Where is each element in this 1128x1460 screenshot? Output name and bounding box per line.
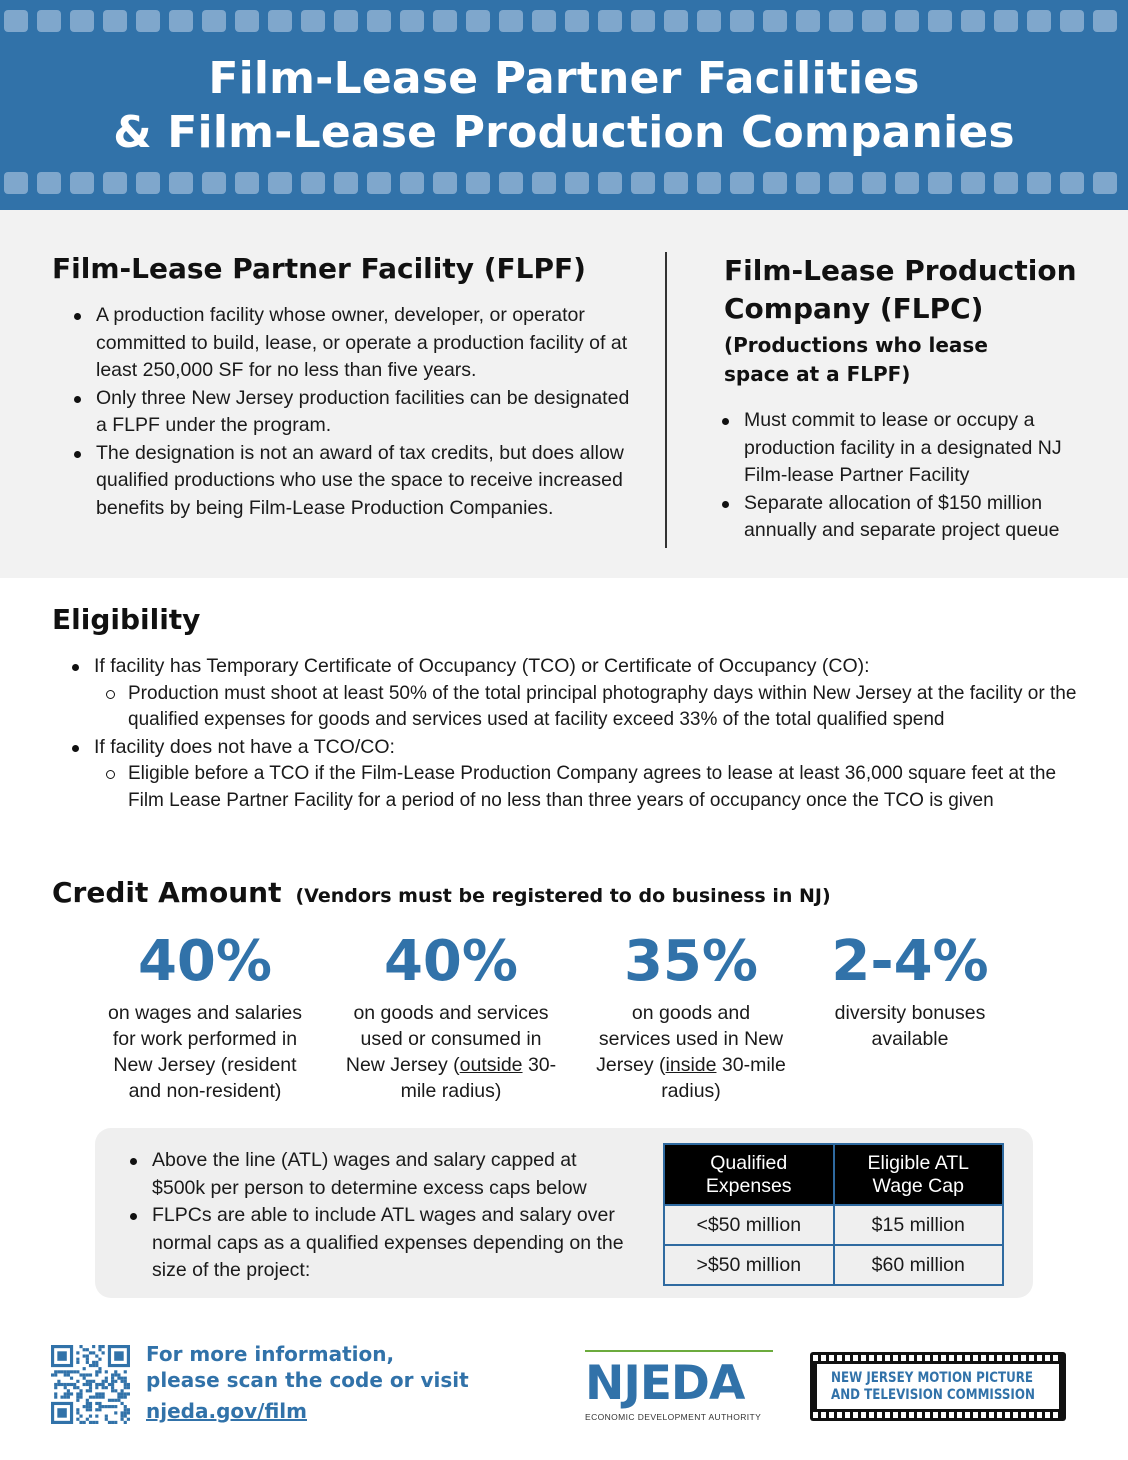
table-header: Qualified Expenses (664, 1144, 834, 1205)
film-perforation (697, 172, 721, 194)
film-perforation (730, 10, 754, 32)
film-perforation (400, 172, 424, 194)
stat-diversity (820, 928, 1000, 1052)
film-perforation (796, 172, 820, 194)
film-perforation (37, 10, 61, 32)
table-cell: $60 million (834, 1245, 1004, 1285)
film-hole (829, 1412, 834, 1418)
film-perforation (1027, 172, 1051, 194)
sub-list (104, 761, 1090, 814)
film-hole (965, 1355, 970, 1361)
film-hole (1053, 1355, 1058, 1361)
film-perforation (499, 172, 523, 194)
film-hole (1029, 1412, 1034, 1418)
film-perforation (70, 172, 94, 194)
njmp-logo-inner (817, 1364, 1059, 1409)
film-hole (877, 1355, 882, 1361)
film-perforation (136, 172, 160, 194)
table-header: Eligible ATL Wage Cap (834, 1144, 1004, 1205)
film-strip-bottom (0, 172, 1128, 194)
film-perforation (730, 172, 754, 194)
eligibility-heading: Eligibility (52, 603, 201, 636)
film-hole (973, 1412, 978, 1418)
film-perforation (235, 10, 259, 32)
film-perforation (1060, 10, 1084, 32)
table-cell: <$50 million (664, 1205, 834, 1245)
njeda-tagline: ECONOMIC DEVELOPMENT AUTHORITY (585, 1412, 762, 1422)
film-hole (917, 1355, 922, 1361)
film-perforation (598, 172, 622, 194)
stat-percent: 40% (383, 929, 519, 994)
film-hole (869, 1355, 874, 1361)
table-row (664, 1205, 1003, 1245)
film-hole (917, 1412, 922, 1418)
caps-table (663, 1143, 1004, 1286)
film-perforation (664, 10, 688, 32)
film-hole (949, 1355, 954, 1361)
film-hole (885, 1355, 890, 1361)
page-title: Film-Lease Partner Facilities & Film-Lease Production Companies (113, 53, 1015, 158)
more-info-line: For more information, (146, 1342, 395, 1366)
flpf-list (72, 302, 632, 522)
list-item: Above the line (ATL) wages and salary capped at $500k per person to determine excess caps below (128, 1147, 628, 1202)
film-perforation (763, 10, 787, 32)
column-divider (665, 252, 667, 548)
film-hole (981, 1355, 986, 1361)
film-perforation (631, 10, 655, 32)
film-perforation (928, 172, 952, 194)
film-perforation (862, 172, 886, 194)
film-perforation (994, 172, 1018, 194)
film-hole (997, 1412, 1002, 1418)
film-perforation (664, 172, 688, 194)
film-hole (957, 1412, 962, 1418)
film-perforation (169, 10, 193, 32)
stat-percent: 40% (137, 929, 273, 994)
film-perforation (433, 10, 457, 32)
film-hole (861, 1355, 866, 1361)
sub-list (104, 681, 1090, 734)
film-hole (1021, 1412, 1026, 1418)
flpc-subheading: (Productions who lease space at a FLPF) (724, 333, 988, 386)
film-hole (837, 1412, 842, 1418)
film-holes-bottom (813, 1412, 1063, 1418)
film-perforation (961, 172, 985, 194)
film-perforation (268, 10, 292, 32)
film-perforation (301, 172, 325, 194)
film-perforation (4, 10, 28, 32)
film-holes-top (813, 1355, 1063, 1361)
film-perforation (433, 172, 457, 194)
film-perforation (103, 10, 127, 32)
film-perforation (961, 10, 985, 32)
film-perforation (862, 10, 886, 32)
table-cell: >$50 million (664, 1245, 834, 1285)
film-hole (821, 1355, 826, 1361)
list-item: A production facility whose owner, developer, or operator committed to build, lease, or operate a production facility of at least 250,000 SF for no less than five years. (72, 302, 632, 385)
flpc-heading: Film-Lease Production Company (FLPC) (724, 254, 1077, 325)
qr-code-icon[interactable] (51, 1345, 130, 1424)
film-perforation (169, 172, 193, 194)
film-hole (941, 1355, 946, 1361)
stat-description: diversity bonuses available (834, 1002, 986, 1050)
film-perforation (4, 172, 28, 194)
film-hole (821, 1412, 826, 1418)
film-hole (1005, 1412, 1010, 1418)
website-link[interactable]: njeda.gov/film (146, 1399, 307, 1423)
table-row (664, 1245, 1003, 1285)
more-info-line: please scan the code or visit (146, 1368, 469, 1392)
credit-heading: Credit Amount (52, 876, 282, 909)
film-hole (1021, 1355, 1026, 1361)
stat-description: on goods and services used or consumed in New Jersey (outside 30-mile radius) (345, 1002, 557, 1102)
film-hole (853, 1412, 858, 1418)
film-perforation (994, 10, 1018, 32)
film-perforation (895, 10, 919, 32)
film-hole (1013, 1412, 1018, 1418)
film-perforation (235, 172, 259, 194)
sub-list-item: Production must shoot at least 50% of the total principal photography days within New Jersey at the facility or the qualified expenses for goods and services used at facility exceed 33% of the total qualified spend (104, 681, 1090, 734)
film-perforation (334, 172, 358, 194)
film-perforation (466, 10, 490, 32)
film-hole (893, 1355, 898, 1361)
njeda-wordmark: NJEDA (585, 1356, 745, 1411)
film-perforation (466, 172, 490, 194)
njmp-wordmark: NEW JERSEY MOTION PICTURE AND TELEVISION COMMISSION (831, 1369, 1035, 1403)
film-hole (949, 1412, 954, 1418)
film-hole (877, 1412, 882, 1418)
film-hole (845, 1412, 850, 1418)
film-perforation (1093, 10, 1117, 32)
list-item-text: If facility has Temporary Certificate of Occupancy (TCO) or Certificate of Occupancy (CO): (94, 655, 870, 677)
film-hole (933, 1355, 938, 1361)
stat-percent: 2-4% (831, 929, 989, 994)
film-perforation (532, 10, 556, 32)
film-perforation (268, 172, 292, 194)
flpc-list (720, 407, 1100, 545)
film-hole (1005, 1355, 1010, 1361)
stat-percent: 35% (623, 929, 759, 994)
film-hole (909, 1412, 914, 1418)
film-strip-top (0, 10, 1128, 32)
stat-description: on wages and salaries for work performed in New Jersey (resident and non-resident) (107, 1002, 303, 1102)
film-perforation (532, 172, 556, 194)
film-hole (1045, 1355, 1050, 1361)
film-hole (1045, 1412, 1050, 1418)
film-hole (909, 1355, 914, 1361)
film-hole (941, 1412, 946, 1418)
film-hole (901, 1412, 906, 1418)
njmp-logo (810, 1352, 1066, 1421)
film-hole (989, 1412, 994, 1418)
film-perforation (697, 10, 721, 32)
film-perforation (631, 172, 655, 194)
film-hole (861, 1412, 866, 1418)
table-cell: $15 million (834, 1205, 1004, 1245)
film-hole (853, 1355, 858, 1361)
film-perforation (928, 10, 952, 32)
list-item: FLPCs are able to include ATL wages and salary over normal caps as a qualified expenses depending on the size of the project: (128, 1202, 628, 1285)
list-item-text: If facility does not have a TCO/CO: (94, 735, 395, 758)
film-hole (1053, 1412, 1058, 1418)
sub-list-item: Eligible before a TCO if the Film-Lease Production Company agrees to lease at least 36,000 square feet at the Film Lease Partner Facility for a period of no less than three years of occupancy once the TCO is given (104, 761, 1090, 814)
film-hole (1037, 1355, 1042, 1361)
film-hole (1037, 1412, 1042, 1418)
film-perforation (796, 10, 820, 32)
film-perforation (301, 10, 325, 32)
film-perforation (895, 172, 919, 194)
stat-goods-inside (596, 928, 786, 1104)
list-item (70, 653, 1090, 734)
film-perforation (202, 10, 226, 32)
film-perforation (70, 10, 94, 32)
film-perforation (598, 10, 622, 32)
logo-rule (585, 1350, 773, 1352)
film-perforation (367, 172, 391, 194)
film-perforation (565, 10, 589, 32)
film-hole (1029, 1355, 1034, 1361)
film-perforation (763, 172, 787, 194)
caps-list (128, 1147, 628, 1285)
film-perforation (202, 172, 226, 194)
film-perforation (565, 172, 589, 194)
film-hole (997, 1355, 1002, 1361)
film-hole (925, 1355, 930, 1361)
credit-note: (Vendors must be registered to do business in NJ) (295, 885, 831, 907)
film-perforation (499, 10, 523, 32)
film-perforation (367, 10, 391, 32)
eligibility-list (70, 653, 1090, 814)
film-perforation (829, 172, 853, 194)
film-perforation (400, 10, 424, 32)
list-item: The designation is not an award of tax credits, but does allow qualified productions who use the space to receive increased benefits by being Film-Lease Production Companies. (72, 440, 632, 523)
stat-wages (100, 928, 310, 1104)
film-hole (869, 1412, 874, 1418)
film-hole (901, 1355, 906, 1361)
header-banner (0, 0, 1128, 210)
more-info (146, 1341, 469, 1424)
film-hole (837, 1355, 842, 1361)
film-hole (845, 1355, 850, 1361)
list-item: Separate allocation of $150 million annually and separate project queue (720, 490, 1100, 545)
film-hole (885, 1412, 890, 1418)
film-hole (813, 1412, 818, 1418)
film-perforation (136, 10, 160, 32)
flpf-heading: Film-Lease Partner Facility (FLPF) (52, 252, 586, 285)
film-perforation (829, 10, 853, 32)
film-hole (933, 1412, 938, 1418)
film-perforation (1060, 172, 1084, 194)
table-header-row (664, 1144, 1003, 1205)
film-hole (965, 1412, 970, 1418)
film-hole (989, 1355, 994, 1361)
film-perforation (37, 172, 61, 194)
film-perforation (1027, 10, 1051, 32)
film-hole (813, 1355, 818, 1361)
stat-description: on goods and services used in New Jersey (inside 30-mile radius) (596, 1002, 786, 1102)
film-hole (973, 1355, 978, 1361)
film-hole (829, 1355, 834, 1361)
film-hole (957, 1355, 962, 1361)
stat-goods-outside (343, 928, 559, 1104)
film-hole (925, 1412, 930, 1418)
credit-heading-row (52, 876, 831, 909)
film-perforation (1093, 172, 1117, 194)
list-item (70, 734, 1090, 815)
film-hole (893, 1412, 898, 1418)
list-item: Only three New Jersey production facilities can be designated a FLPF under the program. (72, 385, 632, 440)
list-item: Must commit to lease or occupy a production facility in a designated NJ Film-lease Partner Facility (720, 407, 1100, 490)
njeda-logo (585, 1350, 775, 1428)
film-perforation (334, 10, 358, 32)
film-hole (1013, 1355, 1018, 1361)
film-perforation (103, 172, 127, 194)
film-hole (981, 1412, 986, 1418)
